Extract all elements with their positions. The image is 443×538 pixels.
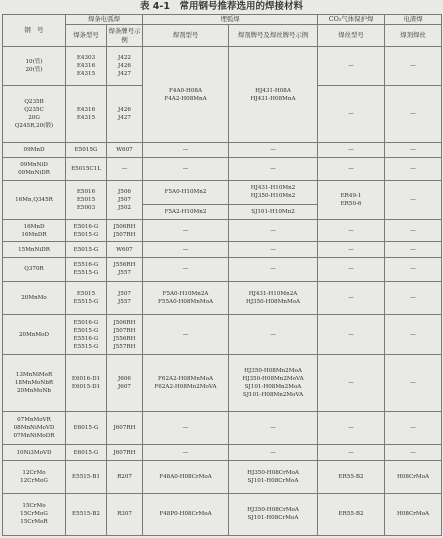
steel-grade: Q235B Q235C 20G Q245R,20(锻) [3,85,66,142]
table-row [3,412,442,445]
flux-model: F48P0-H08CrMoA [143,493,229,535]
esw-flux: — [385,85,442,142]
esw-flux: — [385,143,442,158]
table-row [3,460,442,493]
table-row [3,315,442,355]
steel-grade: 16MnD 16MnDR [3,220,66,242]
steel-grade: 09MnNiD 09MnNiDR [3,158,66,180]
co2-wire: — [318,220,385,242]
table-row [3,158,442,180]
header-flux-model: 焊剂型号 [143,25,229,47]
flux-wire-brand: — [229,257,318,281]
co2-wire: — [318,257,385,281]
table-row [3,47,442,86]
header-flux-wire-brand: 焊剂牌号及焊丝牌号示例 [229,25,318,47]
co2-wire: — [318,282,385,315]
flux-model: F62A2-H08MnMoA F62A2-H08Mn2MoVA [143,354,229,411]
co2-wire: — [318,85,385,142]
electrode-brand: J606 J607 [107,354,143,411]
table-row [3,143,442,158]
flux-model: F48A0-H08CrMoA [143,460,229,493]
electrode-model: E4316 E4315 [66,85,107,142]
table-caption: 表 4-1 常用钢号推荐选用的焊接材料 [140,1,303,12]
header-steel: 钢 号 [3,15,66,47]
esw-flux: — [385,158,442,180]
co2-wire: ER49-1 ER50-6 [318,180,385,220]
steel-grade: 15CrMo 15CrMoG 15CrMoR [3,493,66,535]
table-row [3,282,442,315]
electrode-brand: J422 J426 J427 [107,47,143,86]
flux-wire-brand: HJ350-H08Mn2MoA HJ350-H08Mn2MoVA SJ101-H08Mn2MoA SJ101-H08Mn2MoVA [229,354,318,411]
electrode-model: E5015G [66,143,107,158]
flux-model: F4A0-H08A F4A2-H08MnA [143,47,229,143]
electrode-model: E5515-B1 [66,460,107,493]
electrode-model: E5516-G E5515-G [66,257,107,281]
electrode-brand: J506 J507 J502 [107,180,143,220]
flux-model: F5A2-H10Mn2 [143,204,229,219]
welding-materials-table [2,14,442,536]
electrode-model: E5016-G E5015-G [66,220,107,242]
electrode-brand: R207 [107,460,143,493]
flux-wire-brand: HJ350-H08CrMoA SJ101-H08CrMoA [229,493,318,535]
electrode-brand: W607 [107,242,143,257]
header-esw-flux: 焊剂焊丝 [385,25,442,47]
steel-grade: 07MnMoVR 08MnNiMoVD 07MnNiMoDR [3,412,66,445]
co2-wire: ER55-B2 [318,460,385,493]
table-row [3,180,442,204]
flux-model: — [143,220,229,242]
electrode-model: E6016-D1 E6015-D1 [66,354,107,411]
co2-wire: — [318,143,385,158]
flux-model: F5A0-H10Mn2 [143,180,229,204]
electrode-brand: J507 J557 [107,282,143,315]
flux-wire-brand: — [229,143,318,158]
electrode-model: E4303 E4316 E4315 [66,47,107,86]
esw-flux: — [385,315,442,355]
electrode-model: E6015-G [66,412,107,445]
flux-model: — [143,143,229,158]
table-row [3,242,442,257]
co2-wire: — [318,47,385,86]
esw-flux: — [385,220,442,242]
esw-flux: — [385,412,442,445]
electrode-model: E5515-B2 [66,493,107,535]
flux-wire-brand: — [229,445,318,460]
esw-flux: H08CrMoA [385,493,442,535]
header-co2-group: CO₂气体保护焊 [318,15,385,25]
electrode-model: E5015 E5515-G [66,282,107,315]
esw-flux: — [385,180,442,220]
flux-model: — [143,412,229,445]
flux-wire-brand: HJ350-H08CrMoA SJ101-H08CrMoA [229,460,318,493]
flux-wire-brand: SJ101-H10Mn2 [229,204,318,219]
co2-wire: — [318,242,385,257]
co2-wire: — [318,158,385,180]
electrode-model: E6015-G [66,445,107,460]
flux-model: F5A0-H10Mn2A F55A0-H08MnMoA [143,282,229,315]
header-electrode-group: 焊条电弧焊 [66,15,143,25]
co2-wire: — [318,445,385,460]
flux-wire-brand: HJ431-H08A HJ431-H08MnA [229,47,318,143]
table-row [3,257,442,281]
electrode-brand: W607 [107,143,143,158]
table-row [3,445,442,460]
flux-wire-brand: HJ431-H10Mn2A HJ350-H08MnMoA [229,282,318,315]
electrode-brand: — [107,158,143,180]
electrode-brand: J506RH J507RH J556RH J557RH [107,315,143,355]
header-electrode-model: 焊条型号 [66,25,107,47]
steel-grade: Q370R [3,257,66,281]
electrode-brand: J506RH J507RH [107,220,143,242]
co2-wire: — [318,412,385,445]
steel-grade: 15MnNiDR [3,242,66,257]
flux-model: — [143,242,229,257]
steel-grade: 13MnNiMoR 18MnMoNbR 20MnMoNb [3,354,66,411]
table-row [3,354,442,411]
header-electrode-brand: 焊条牌号示例 [107,25,143,47]
esw-flux: — [385,354,442,411]
table-row [3,220,442,242]
flux-model: — [143,257,229,281]
flux-wire-brand: — [229,220,318,242]
electrode-model: E5016-G E5015-G E5516-G E5515-G [66,315,107,355]
flux-model: — [143,158,229,180]
electrode-brand: J607RH [107,445,143,460]
steel-grade: 16Mn,Q345R [3,180,66,220]
steel-grade: 20MnMo [3,282,66,315]
steel-grade: 10(管) 20(管) [3,47,66,86]
co2-wire: — [318,354,385,411]
esw-flux: H08CrMoA [385,460,442,493]
header-esw-group: 电渣焊 [385,15,442,25]
esw-flux: — [385,445,442,460]
flux-model: — [143,315,229,355]
steel-grade: 12CrMo 12CrMoG [3,460,66,493]
esw-flux: — [385,47,442,86]
steel-grade: 20MnMoD [3,315,66,355]
flux-wire-brand: — [229,315,318,355]
flux-wire-brand: HJ431-H10Mn2 HJ350-H10Mn2 [229,180,318,204]
electrode-brand: R307 [107,493,143,535]
flux-wire-brand: — [229,158,318,180]
esw-flux: — [385,242,442,257]
steel-grade: 09MnD [3,143,66,158]
header-saw-group: 埋弧焊 [143,15,318,25]
electrode-brand: J607RH [107,412,143,445]
header-co2-wire: 焊丝型号 [318,25,385,47]
esw-flux: — [385,282,442,315]
flux-wire-brand: — [229,242,318,257]
esw-flux: — [385,257,442,281]
co2-wire: ER55-B2 [318,493,385,535]
steel-grade: 10Ni3MoVD [3,445,66,460]
table-row [3,493,442,535]
flux-wire-brand: — [229,412,318,445]
electrode-model: E5015C1L [66,158,107,180]
co2-wire: — [318,315,385,355]
electrode-brand: J556RH J557 [107,257,143,281]
electrode-model: E5015-G [66,242,107,257]
flux-model: — [143,445,229,460]
electrode-model: E5016 E5015 E5003 [66,180,107,220]
electrode-brand: J426 J427 [107,85,143,142]
